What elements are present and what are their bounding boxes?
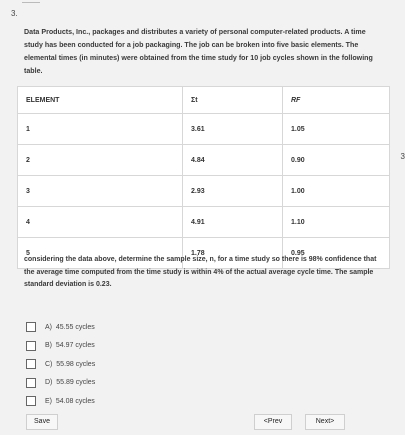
option-d[interactable] [26,374,95,393]
cell-rf: 1.05 [283,114,390,145]
cell-element: 1 [18,114,183,145]
table-row [18,176,390,207]
option-a-checkbox[interactable] [26,322,36,332]
header-sum-t: Σt [183,87,283,114]
question-number: 3. [11,9,18,18]
cell-rf: 0.90 [283,145,390,176]
top-divider [22,2,40,3]
cell-element: 4 [18,207,183,238]
option-letter: C) [45,360,53,368]
cell-sum-t: 3.61 [183,114,283,145]
option-letter: B) [45,342,52,350]
option-c-checkbox[interactable] [26,359,36,369]
prev-button[interactable]: <Prev [254,414,292,430]
option-e[interactable] [26,392,95,411]
option-text: 54.08 cycles [55,397,95,405]
cell-element: 2 [18,145,183,176]
option-letter: D) [45,379,53,387]
option-b[interactable] [26,337,95,356]
question-prompt: considering the data above, determine the sample size, n, for a time study so there is 98% confidence that the average time computed from the time study is within 4% of the actual average cycle time. The sample standard deviation is 0.23. [24,256,377,289]
option-text: 45.55 cycles [55,323,95,331]
cell-element: 5 [18,238,183,269]
option-letter: A) [45,323,52,331]
cell-sum-t: 2.93 [183,176,283,207]
option-text: 55.89 cycles [56,379,96,387]
next-button[interactable]: Next> [305,414,345,430]
table-row [18,114,390,145]
table-row [18,145,390,176]
table-header-row [18,87,390,114]
option-d-checkbox[interactable] [26,378,36,388]
table-row [18,207,390,238]
header-rf: RF [283,87,390,114]
option-e-checkbox[interactable] [26,396,36,406]
header-element: ELEMENT [18,87,183,114]
time-study-table [17,86,390,269]
option-letter: E) [45,397,52,405]
side-marker: 3 [400,152,405,161]
cell-rf: 1.10 [283,207,390,238]
cell-rf: 1.00 [283,176,390,207]
option-a[interactable] [26,318,95,337]
cell-sum-t: 4.91 [183,207,283,238]
option-text: 54.97 cycles [55,342,95,350]
cell-sum-t: 4.84 [183,145,283,176]
cell-sum-t: 1.78 [183,238,283,269]
cell-element: 3 [18,176,183,207]
option-text: 55.98 cycles [56,360,96,368]
option-c[interactable] [26,355,95,374]
question-intro: Data Products, Inc., packages and distributes a variety of personal computer-related products. A time study has been conducted for a job packaging. The job can be broken into five basic elements. The elemental times (in minutes) were obtained from the time study for 10 job cycles shown in the following table. [24,28,373,75]
cell-rf: 0.95 [283,238,390,269]
save-button[interactable]: Save [26,414,58,430]
answer-options [26,318,95,411]
option-b-checkbox[interactable] [26,341,36,351]
